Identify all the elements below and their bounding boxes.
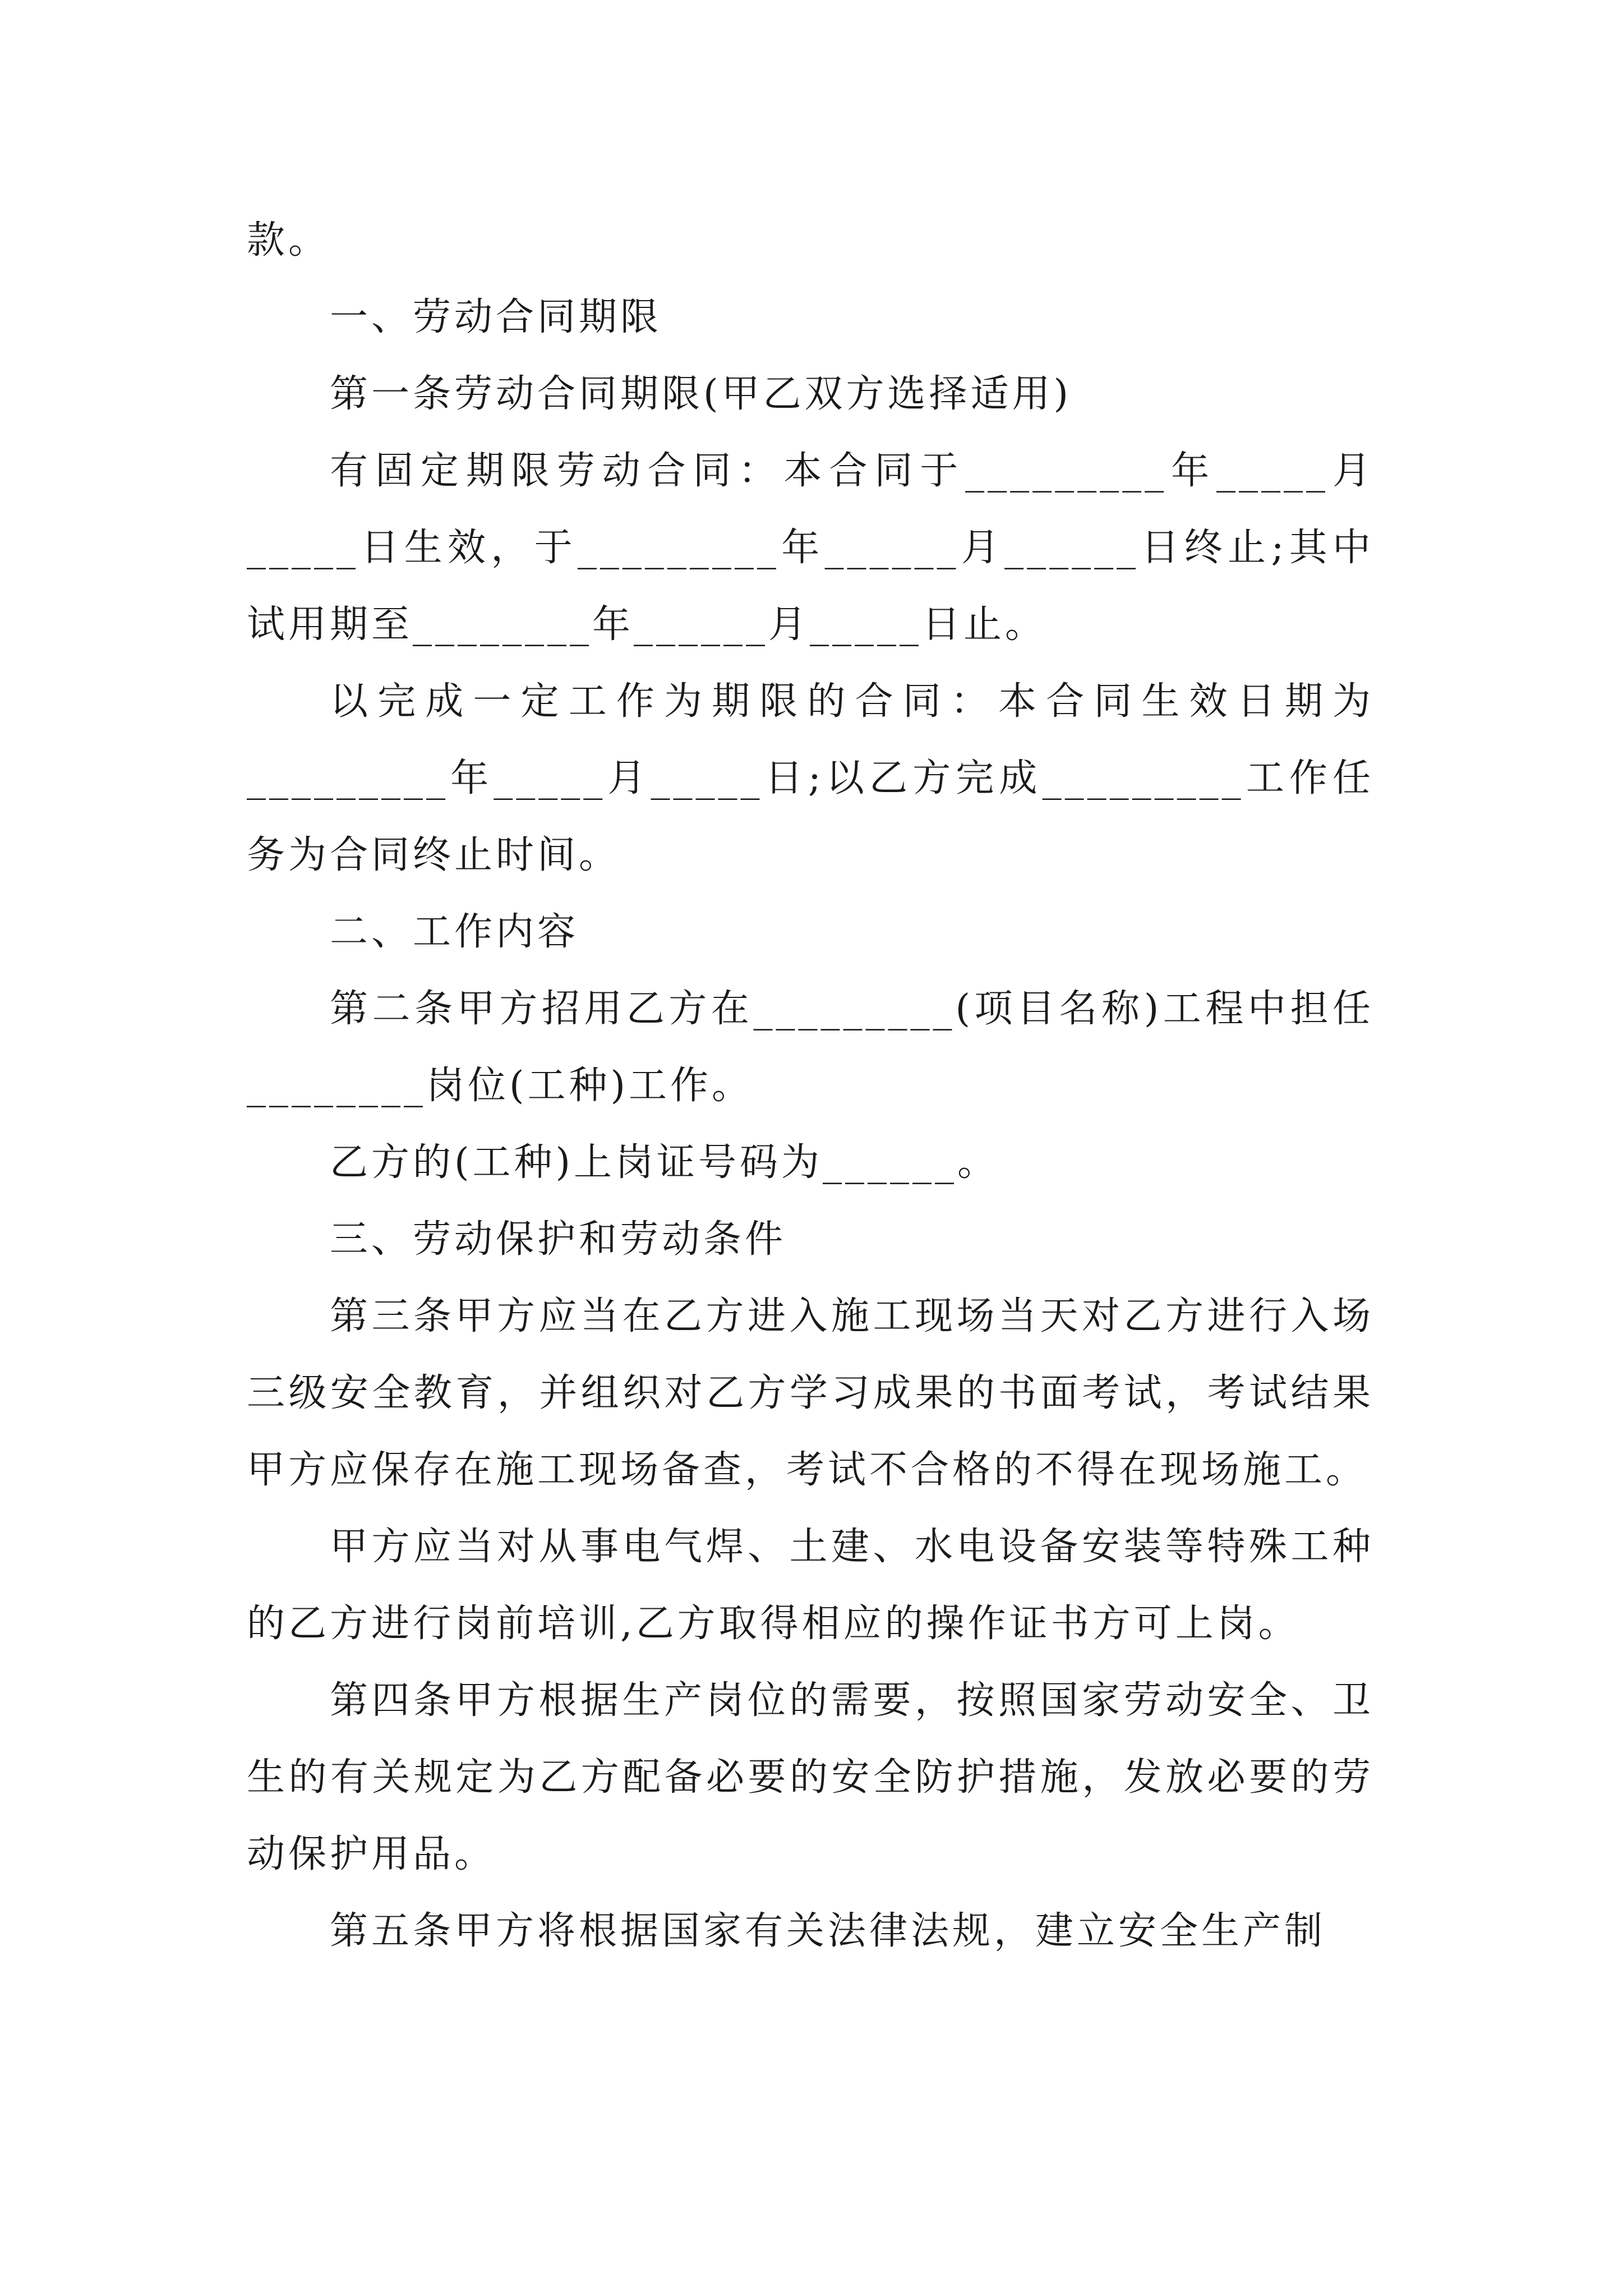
article-4-clause: 第四条甲方根据生产岗位的需要，按照国家劳动安全、卫生的有关规定为乙方配备必要的安全防护措施，发放必要的劳动保护用品。 [247,1678,1374,1876]
paragraph-continuation: 款。 [247,218,330,263]
section-heading-term: 一、劳动合同期限 [330,295,662,339]
article-2-clause: 第二条甲方招用乙方在_________(项目名称)工程中担任________岗位(工种)工作。 [247,987,1374,1108]
task-term-clause: 以完成一定工作为期限的合同：本合同生效日期为_________年_____月_____日;以乙方完成_________工作任务为合同终止时间。 [247,679,1374,877]
article-5-clause: 第五条甲方将根据国家有关法律法规，建立安全生产制 [330,1909,1326,1953]
article-3-clause: 第三条甲方应当在乙方进入施工现场当天对乙方进行入场三级安全教育，并组织对乙方学习成果的书面考试，考试结果甲方应保存在施工现场备查，考试不合格的不得在现场施工。 [247,1294,1374,1492]
special-trade-clause: 甲方应当对从事电气焊、土建、水电设备安装等特殊工种的乙方进行岗前培训,乙方取得相应的操作证书方可上岗。 [247,1525,1374,1646]
fixed-term-clause: 有固定期限劳动合同：本合同于_________年_____月_____日生效，于_________年______月______日终止;其中试用期至________年______月_____日止。 [247,449,1374,647]
document-page [247,202,1374,1970]
article-1-title: 第一条劳动合同期限(甲乙双方选择适用) [330,372,1072,416]
section-heading-protection: 三、劳动保护和劳动条件 [330,1217,787,1262]
certificate-clause: 乙方的(工种)上岗证号码为______。 [330,1140,999,1185]
section-heading-work-content: 二、工作内容 [330,910,579,954]
